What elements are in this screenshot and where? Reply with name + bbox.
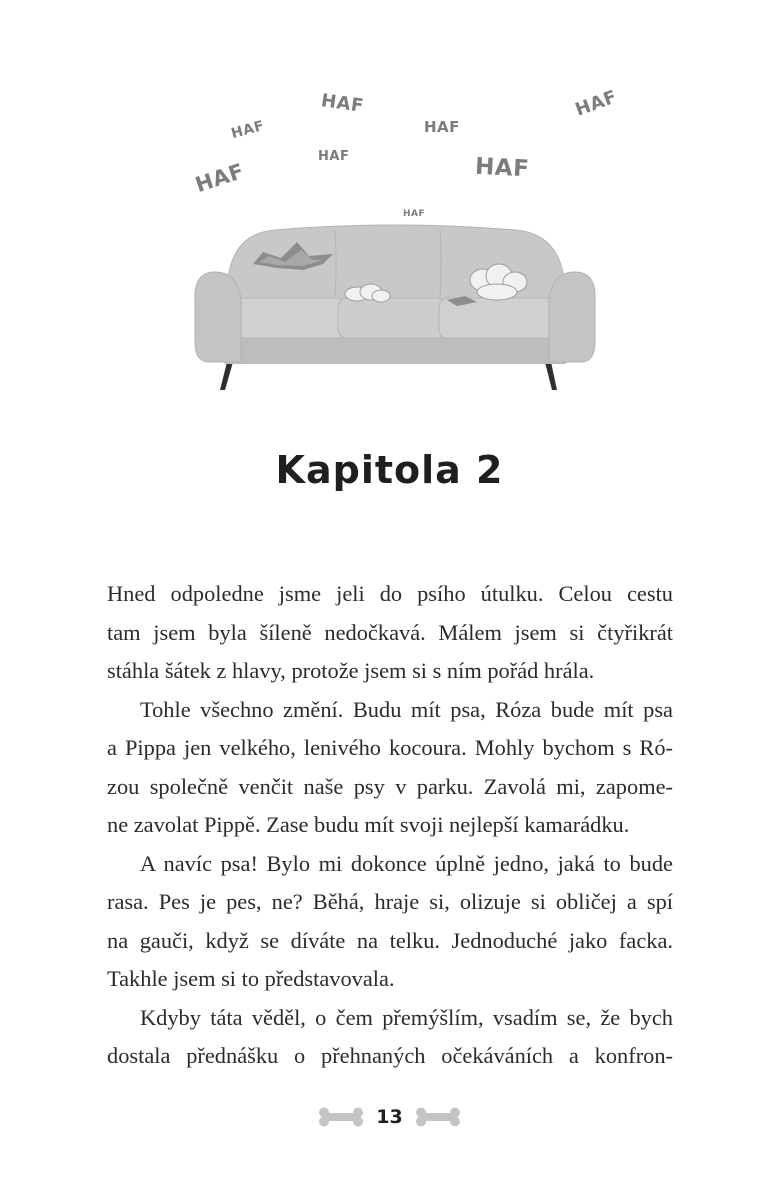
text-line: a Pippa jen velkého, lenivého kocoura. Mohly bychom s Ró- (107, 735, 673, 760)
chapter-body (107, 575, 673, 1076)
paragraph (107, 999, 673, 1076)
paragraph (107, 691, 673, 845)
bark-text: HAF (474, 153, 530, 183)
text-line: ne zavolat Pippě. Zase budu mít svoji nejlepší kamarádku. (107, 812, 630, 837)
text-line: A navíc psa! Bylo mi dokonce úplně jedno, jaká to bude (140, 850, 673, 876)
text-line: tam jsem byla šíleně nedočkavá. Málem jsem si čtyřikrát (107, 619, 673, 645)
text-line: Takhle jsem si to představovala. (107, 966, 395, 991)
bone-icon (318, 1107, 364, 1127)
bark-text: HAF (318, 149, 350, 164)
paragraph (107, 575, 673, 691)
text-line: rasa. Pes je pes, ne? Běhá, hraje si, olizuje si obličej a spí (107, 889, 673, 914)
bark-text: HAF (229, 117, 267, 143)
text-line: zou společně venčit naše psy v parku. Zavolá mi, zapome- (107, 773, 673, 799)
bark-text: HAF (319, 90, 366, 117)
paragraph (107, 845, 673, 999)
page-footer (0, 1100, 779, 1134)
text-line: stáhla šátek z hlavy, protože jsem si s ním pořád hrála. (107, 658, 595, 683)
text-line: na gauči, když se díváte na telku. Jednoduché jako facka. (107, 927, 673, 953)
chapter-title: Kapitola 2 (275, 448, 504, 492)
page-number: 13 (376, 1106, 403, 1128)
text-line: dostala přednášku o přehnaných očekáváních a konfron- (107, 1043, 673, 1068)
bark-text: HAF (424, 118, 460, 136)
bone-icon (415, 1107, 461, 1127)
text-line: Tohle všechno změní. Budu mít psa, Róza bude mít psa (140, 696, 673, 722)
bark-text: HAF (403, 209, 426, 219)
bark-text: HAF (572, 86, 620, 121)
bark-text: HAF (192, 158, 248, 198)
text-line: Kdyby táta věděl, o čem přemýšlím, vsadím se, že bych (140, 1004, 673, 1030)
text-line: Hned odpoledne jsme jeli do psího útulku. Celou cestu (107, 581, 673, 606)
sofa-icon (185, 209, 605, 397)
